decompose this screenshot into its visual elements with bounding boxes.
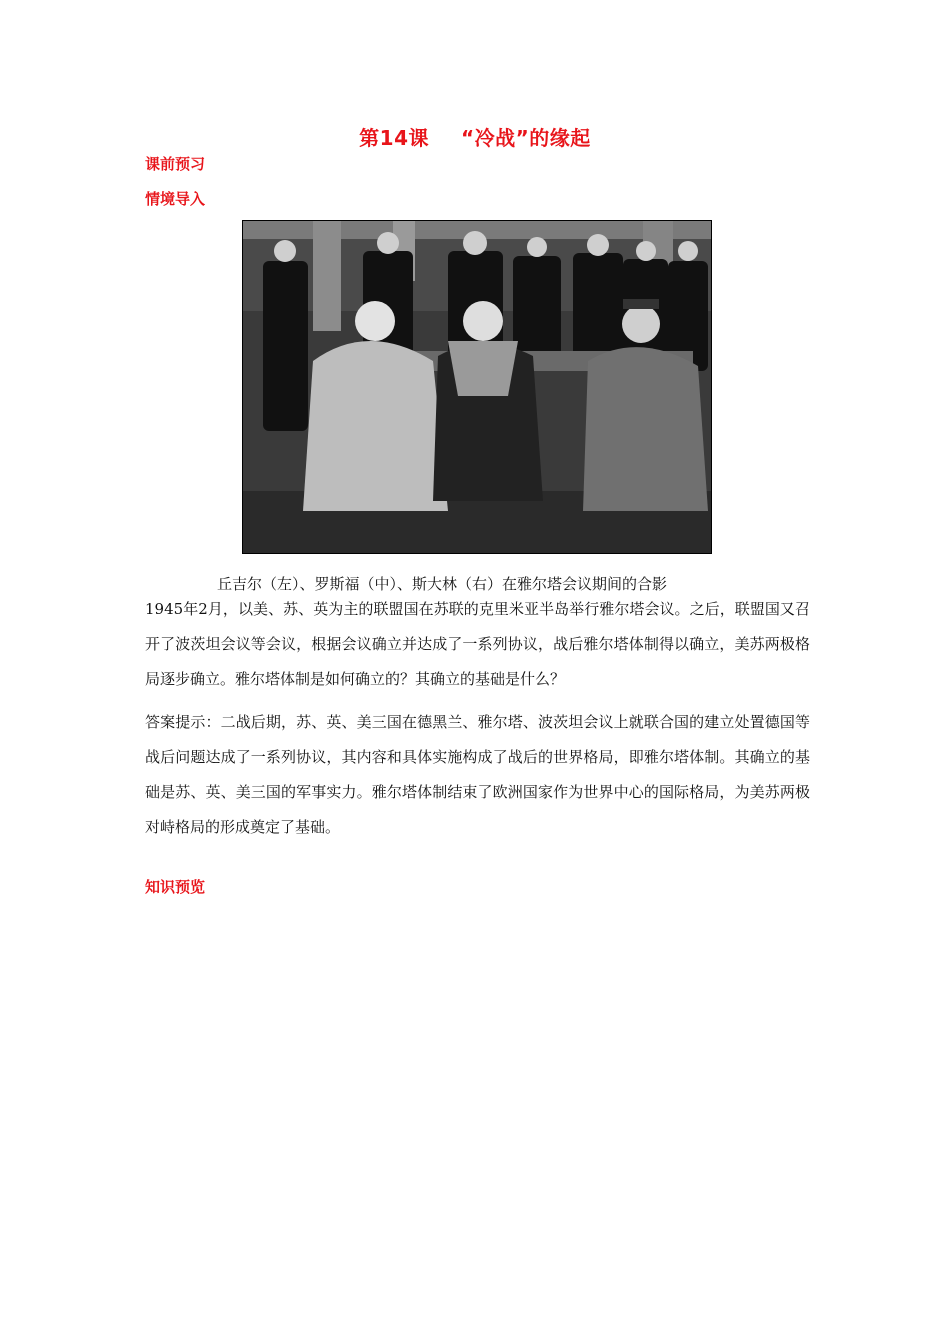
- section-heading-knowledge: 知识预览: [145, 878, 206, 896]
- title-topic: “冷战”的缘起: [461, 126, 591, 150]
- page-title: [0, 122, 950, 151]
- title-lesson: 第14课: [359, 126, 430, 150]
- answer-paragraph: 答案提示：二战后期，苏、英、美三国在德黑兰、雅尔塔、波茨坦会议上就联合国的建立处置德国等战后问题达成了一系列协议，其内容和具体实施构成了战后的世界格局，即雅尔塔体制。其确立的基础是苏、英、美三国的军事实力。雅尔塔体制结束了欧洲国家作为世界中心的国际格局，为美苏两极对峙格局的形成奠定了基础。: [145, 713, 810, 836]
- yalta-conference-photo: [242, 220, 712, 554]
- photo-caption: 丘吉尔（左）、罗斯福（中）、斯大林（右）在雅尔塔会议期间的合影: [217, 575, 668, 593]
- section-heading-preview: 课前预习: [145, 155, 206, 173]
- section-heading-scenario: 情境导入: [145, 190, 206, 208]
- intro-paragraph: 1945年2月，以美、苏、英为主的联盟国在苏联的克里米亚半岛举行雅尔塔会议。之后，联盟国又召开了波茨坦会议等会议，根据会议确立并达成了一系列协议，战后雅尔塔体制得以确立，美苏两极格局逐步确立。雅尔塔体制是如何确立的？其确立的基础是什么？: [145, 600, 810, 688]
